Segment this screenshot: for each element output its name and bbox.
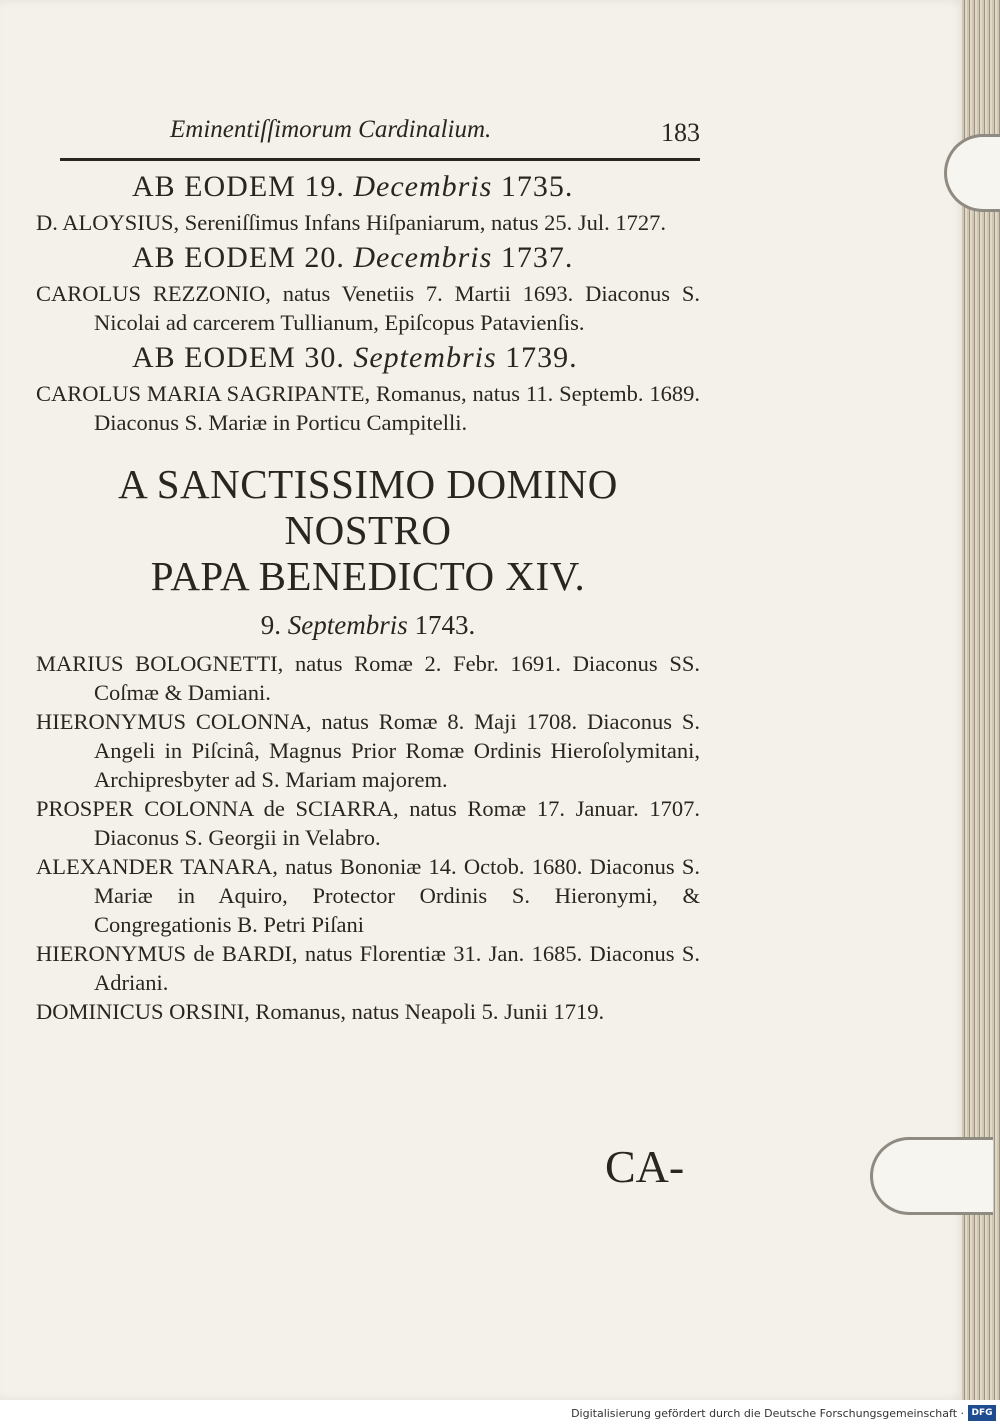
catchword: CA- (605, 1141, 685, 1192)
heading-month: Septembris (353, 341, 497, 374)
cardinal-entry: MARIUS BOLOGNETTI, natus Romæ 2. Febr. 1691. Diaconus SS. Coſmæ & Damiani. (36, 651, 700, 705)
dfg-logo-icon: DFG (968, 1405, 996, 1421)
cardinal-entry: HIERONYMUS de BARDI, natus Florentiæ 31. Jan. 1685. Diaconus S. Adriani. (36, 941, 700, 995)
footer-credit: Digitalisierung gefördert durch die Deutsche Forschungsgemeinschaft · (571, 1407, 964, 1420)
section-heading (36, 337, 700, 379)
cardinal-entry: D. ALOYSIUS, Sereniſſimus Infans Hiſpaniarum, natus 25. Jul. 1727. (36, 210, 666, 235)
section-1737 (36, 237, 700, 337)
main-heading-date (36, 605, 700, 645)
cardinal-entry: CAROLUS MARIA SAGRIPANTE, Romanus, natus 11. Septemb. 1689. Diaconus S. Mariæ in Porticu Campitelli. (36, 381, 700, 435)
heading-year: 1737. (500, 241, 574, 274)
heading-month: Decembris (353, 170, 493, 203)
running-title: Eminentiſſimorum Cardinalium. (170, 116, 492, 143)
date-day: 9. (260, 610, 281, 640)
cardinal-entry: CAROLUS REZZONIO, natus Venetiis 7. Martii 1693. Diaconus S. Nicolai ad carcerem Tullianum, Epiſcopus Patavienſis. (36, 281, 700, 335)
section-heading (36, 237, 700, 279)
heading-month: Decembris (353, 241, 493, 274)
section-1739 (36, 337, 700, 437)
heading-year: 1735. (500, 170, 574, 203)
cardinal-entry: HIERONYMUS COLONNA, natus Romæ 8. Maji 1708. Diaconus S. Angeli in Piſcinâ, Magnus Prior Romæ Ordinis Hieroſolymitani, Archipresbyter ad S. Mariam majorem. (36, 709, 700, 792)
heading-prefix: AB EODEM 30. (132, 341, 345, 374)
running-head (60, 112, 700, 161)
section-heading (36, 166, 700, 208)
date-month: Septembris (287, 610, 408, 640)
cardinal-entry: ALEXANDER TANARA, natus Bononiæ 14. Octob. 1680. Diaconus S. Mariæ in Aquiro, Protector Ordinis S. Hieronymi, & Congregationis B. Petri Piſani (36, 854, 700, 937)
footer-bar (0, 1400, 1000, 1427)
main-heading-line-1: A SANCTISSIMO DOMINO NOSTRO (118, 461, 618, 553)
main-heading-line-2: PAPA BENEDICTO XIV. (150, 553, 586, 599)
page-content (36, 166, 700, 1026)
main-heading (36, 461, 700, 599)
heading-prefix: AB EODEM 19. (132, 170, 345, 203)
date-year: 1743. (414, 610, 476, 640)
heading-prefix: AB EODEM 20. (132, 241, 345, 274)
section-1735 (36, 166, 700, 237)
page-number: 183 (661, 118, 700, 147)
heading-year: 1739. (505, 341, 578, 374)
cardinal-entry: DOMINICUS ORSINI, Romanus, natus Neapoli 5. Junii 1719. (36, 999, 605, 1024)
cardinal-entry: PROSPER COLONNA de SCIARRA, natus Romæ 17. Januar. 1707. Diaconus S. Georgii in Velabro. (36, 796, 700, 850)
page-clip-bottom (870, 1137, 993, 1215)
